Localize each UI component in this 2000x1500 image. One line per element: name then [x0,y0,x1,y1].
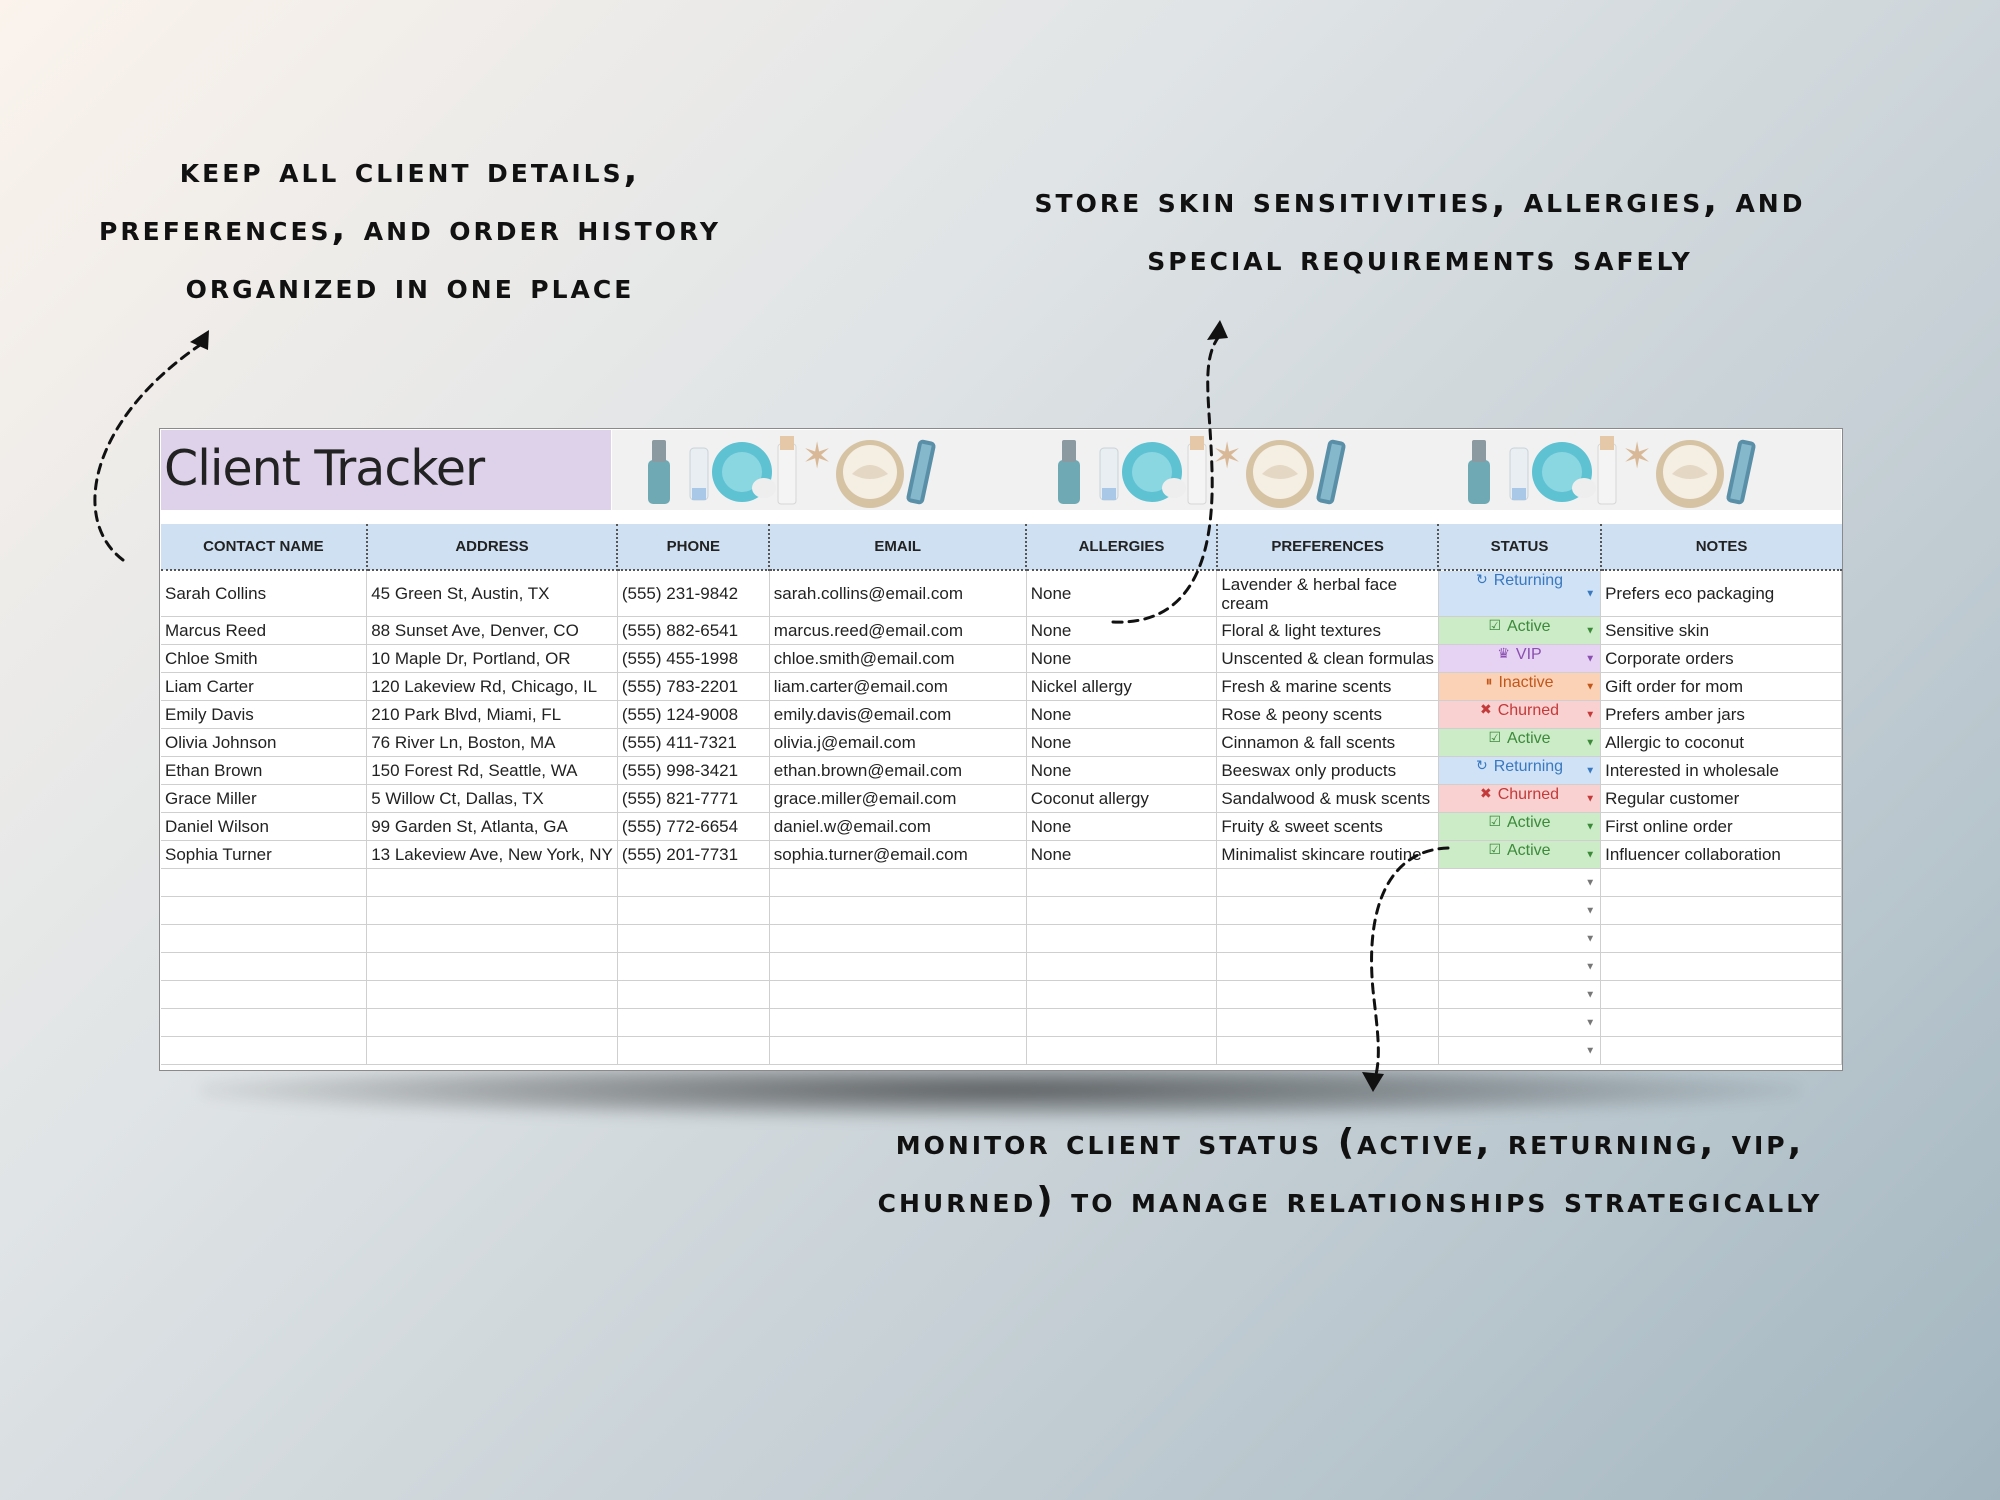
skincare-banner [612,430,1841,510]
skincare-products-illustration [612,430,1841,510]
cell-status[interactable] [1438,785,1600,813]
cell-email[interactable]: chloe.smith@email.com [769,645,1026,673]
status-icon: ☑ [1488,841,1501,857]
dropdown-arrow-icon[interactable]: ▼ [1585,821,1596,832]
empty-cell[interactable] [161,897,367,925]
dropdown-arrow-icon[interactable]: ▼ [1585,625,1596,636]
cell-preferences[interactable]: Beeswax only products [1217,757,1439,785]
empty-cell[interactable] [1217,925,1439,953]
empty-cell[interactable] [1438,1009,1600,1037]
cell-status[interactable] [1438,617,1600,645]
arrowhead-1 [190,330,209,350]
empty-cell[interactable] [769,1037,1026,1065]
empty-cell[interactable] [769,925,1026,953]
empty-cell[interactable] [1026,953,1217,981]
empty-cell[interactable] [769,869,1026,897]
cell-notes[interactable]: Allergic to coconut [1601,729,1842,757]
column-header-preferences[interactable]: PREFERENCES [1217,524,1439,570]
cell-allergies[interactable]: None [1026,570,1217,617]
empty-cell[interactable] [367,1009,618,1037]
cell-address[interactable]: 5 Willow Ct, Dallas, TX [367,785,618,813]
status-icon: ↻ [1475,757,1488,773]
status-badge[interactable] [1439,757,1600,784]
cell-status[interactable] [1438,757,1600,785]
cell-preferences[interactable]: Lavender & herbal face cream [1217,570,1439,617]
table-row [161,729,1842,757]
cell-preferences[interactable]: Sandalwood & musk scents [1217,785,1439,813]
dropdown-arrow-icon[interactable]: ▼ [1585,709,1596,720]
empty-cell[interactable] [1601,1009,1842,1037]
table-row [161,673,1842,701]
table-row [161,785,1842,813]
status-badge[interactable] [1439,729,1600,756]
cell-phone[interactable]: (555) 772-6654 [617,813,769,841]
table-row [161,570,1842,617]
empty-cell[interactable] [769,981,1026,1009]
cell-preferences[interactable]: Floral & light textures [1217,617,1439,645]
dropdown-arrow-icon[interactable]: ▼ [1585,989,1596,1000]
dropdown-arrow-icon[interactable]: ▼ [1585,877,1596,888]
column-header-email[interactable]: EMAIL [769,524,1026,570]
cell-notes[interactable]: Interested in wholesale [1601,757,1842,785]
cell-contact-name[interactable]: Ethan Brown [161,757,367,785]
cell-status[interactable] [1438,673,1600,701]
status-badge[interactable] [1439,645,1600,672]
empty-cell[interactable] [1438,869,1600,897]
status-icon: ☑ [1488,813,1501,829]
status-icon: ⏸ [1485,673,1493,689]
empty-row [161,953,1842,981]
dropdown-arrow-icon[interactable]: ▼ [1585,765,1596,776]
cell-contact-name[interactable]: Olivia Johnson [161,729,367,757]
empty-cell[interactable] [161,869,367,897]
empty-cell[interactable] [1217,897,1439,925]
cell-allergies[interactable]: None [1026,729,1217,757]
status-label: Churned [1497,702,1560,719]
callout-client-details: keep all client details, preferences, and order history organized in one place [99,150,721,307]
empty-cell[interactable] [1601,925,1842,953]
status-label: Active [1507,618,1551,635]
cell-preferences[interactable]: Rose & peony scents [1217,701,1439,729]
header-row [161,524,1842,570]
cell-notes[interactable]: Prefers eco packaging [1601,570,1842,617]
dropdown-arrow-icon[interactable]: ▼ [1585,588,1596,599]
cell-status[interactable] [1438,841,1600,869]
cell-preferences[interactable]: Fresh & marine scents [1217,673,1439,701]
cell-phone[interactable]: (555) 455-1998 [617,645,769,673]
cell-allergies[interactable]: None [1026,645,1217,673]
cell-status[interactable] [1438,813,1600,841]
cell-phone[interactable]: (555) 783-2201 [617,673,769,701]
cell-email[interactable]: emily.davis@email.com [769,701,1026,729]
cell-notes[interactable]: Influencer collaboration [1601,841,1842,869]
cell-address[interactable]: 99 Garden St, Atlanta, GA [367,813,618,841]
table-row [161,645,1842,673]
cell-contact-name[interactable]: Emily Davis [161,701,367,729]
cell-notes[interactable]: Prefers amber jars [1601,701,1842,729]
status-icon: ✖ [1479,785,1492,801]
empty-cell[interactable] [161,925,367,953]
column-header-contact-name[interactable]: CONTACT NAME [161,524,367,570]
table-row [161,841,1842,869]
status-label: Active [1507,730,1551,747]
status-badge[interactable] [1439,701,1600,728]
cell-address[interactable]: 150 Forest Rd, Seattle, WA [367,757,618,785]
empty-cell[interactable] [1438,897,1600,925]
column-header-phone[interactable]: PHONE [617,524,769,570]
cell-phone[interactable]: (555) 201-7731 [617,841,769,869]
dropdown-arrow-icon[interactable]: ▼ [1585,933,1596,944]
callout-allergies: store skin sensitivities, allergies, and special requirements safely [1034,180,1806,279]
empty-cell[interactable] [161,1009,367,1037]
cell-address[interactable]: 120 Lakeview Rd, Chicago, IL [367,673,618,701]
empty-cell[interactable] [161,953,367,981]
column-header-allergies[interactable]: ALLERGIES [1026,524,1217,570]
empty-cell[interactable] [1026,869,1217,897]
empty-cell[interactable] [617,897,769,925]
cell-preferences[interactable]: Minimalist skincare routine [1217,841,1439,869]
cell-phone[interactable]: (555) 231-9842 [617,570,769,617]
dropdown-arrow-icon[interactable]: ▼ [1585,849,1596,860]
empty-row [161,869,1842,897]
empty-cell[interactable] [769,897,1026,925]
cell-allergies[interactable]: Coconut allergy [1026,785,1217,813]
empty-cell[interactable] [367,953,618,981]
status-label: Active [1507,842,1551,859]
cell-allergies[interactable]: Nickel allergy [1026,673,1217,701]
empty-cell[interactable] [617,869,769,897]
empty-cell[interactable] [161,1037,367,1065]
cell-contact-name[interactable]: Daniel Wilson [161,813,367,841]
cell-status[interactable] [1438,729,1600,757]
column-header-status[interactable]: STATUS [1438,524,1600,570]
cell-email[interactable]: marcus.reed@email.com [769,617,1026,645]
arrowhead-2 [1207,320,1228,340]
cell-status[interactable] [1438,570,1600,617]
status-label: Returning [1493,758,1564,775]
cell-contact-name[interactable]: Sarah Collins [161,570,367,617]
empty-cell[interactable] [617,981,769,1009]
cell-contact-name[interactable]: Grace Miller [161,785,367,813]
empty-cell[interactable] [1601,897,1842,925]
dropdown-arrow-icon[interactable]: ▼ [1585,737,1596,748]
empty-cell[interactable] [367,897,618,925]
title-block [161,430,611,510]
status-icon: ☑ [1488,729,1501,745]
dropdown-arrow-icon[interactable]: ▼ [1585,681,1596,692]
cell-allergies[interactable]: None [1026,617,1217,645]
empty-cell[interactable] [1217,869,1439,897]
cell-allergies[interactable]: None [1026,841,1217,869]
table-row [161,813,1842,841]
cell-allergies[interactable]: None [1026,701,1217,729]
status-label: Churned [1497,786,1560,803]
cell-notes[interactable]: Regular customer [1601,785,1842,813]
empty-cell[interactable] [1438,953,1600,981]
cell-address[interactable]: 45 Green St, Austin, TX [367,570,618,617]
empty-cell[interactable] [1438,981,1600,1009]
cell-contact-name[interactable]: Sophia Turner [161,841,367,869]
cell-notes[interactable]: Corporate orders [1601,645,1842,673]
cell-status[interactable] [1438,645,1600,673]
status-label: Inactive [1498,674,1554,691]
status-label: Returning [1493,572,1564,589]
empty-cell[interactable] [1601,953,1842,981]
status-label: Active [1507,814,1551,831]
column-header-address[interactable]: ADDRESS [367,524,618,570]
empty-cell[interactable] [1026,897,1217,925]
empty-cell[interactable] [1217,1037,1439,1065]
empty-row [161,925,1842,953]
cell-phone[interactable]: (555) 821-7771 [617,785,769,813]
cell-notes[interactable]: First online order [1601,813,1842,841]
dropdown-arrow-icon[interactable]: ▼ [1585,961,1596,972]
empty-row [161,1037,1842,1065]
empty-cell[interactable] [1601,1037,1842,1065]
empty-cell[interactable] [1217,953,1439,981]
dropdown-arrow-icon[interactable]: ▼ [1585,1017,1596,1028]
empty-cell[interactable] [1026,1009,1217,1037]
empty-row [161,981,1842,1009]
empty-cell[interactable] [367,869,618,897]
cell-notes[interactable]: Gift order for mom [1601,673,1842,701]
empty-cell[interactable] [617,953,769,981]
table-row [161,701,1842,729]
status-badge[interactable] [1439,785,1600,812]
empty-row [161,1009,1842,1037]
cell-preferences[interactable]: Cinnamon & fall scents [1217,729,1439,757]
cell-contact-name[interactable]: Marcus Reed [161,617,367,645]
cell-email[interactable]: sarah.collins@email.com [769,570,1026,617]
empty-cell[interactable] [367,1037,618,1065]
dropdown-arrow-icon[interactable]: ▼ [1585,653,1596,664]
cell-email[interactable]: grace.miller@email.com [769,785,1026,813]
client-tracker-sheet [159,428,1843,1071]
cell-status[interactable] [1438,701,1600,729]
empty-cell[interactable] [161,981,367,1009]
cell-allergies[interactable]: None [1026,813,1217,841]
cell-notes[interactable]: Sensitive skin [1601,617,1842,645]
cell-email[interactable]: liam.carter@email.com [769,673,1026,701]
status-badge[interactable] [1439,617,1600,644]
table-row [161,757,1842,785]
status-icon: ♛ [1497,645,1510,661]
cell-phone[interactable]: (555) 998-3421 [617,757,769,785]
cell-contact-name[interactable]: Liam Carter [161,673,367,701]
status-badge[interactable] [1439,673,1600,700]
status-badge[interactable] [1439,841,1600,868]
column-header-notes[interactable]: NOTES [1601,524,1842,570]
empty-cell[interactable] [1026,1037,1217,1065]
empty-cell[interactable] [1217,981,1439,1009]
cell-allergies[interactable]: None [1026,757,1217,785]
empty-cell[interactable] [367,925,618,953]
status-badge[interactable] [1439,571,1600,616]
status-icon: ✖ [1479,701,1492,717]
cell-address[interactable]: 13 Lakeview Ave, New York, NY [367,841,618,869]
cell-phone[interactable]: (555) 124-9008 [617,701,769,729]
status-label: VIP [1515,646,1542,663]
cell-preferences[interactable]: Unscented & clean formulas [1217,645,1439,673]
cell-email[interactable]: daniel.w@email.com [769,813,1026,841]
client-table [161,524,1842,1065]
status-badge[interactable] [1439,813,1600,840]
empty-cell[interactable] [769,953,1026,981]
empty-cell[interactable] [367,981,618,1009]
dropdown-arrow-icon[interactable]: ▼ [1585,905,1596,916]
empty-cell[interactable] [1601,981,1842,1009]
cell-email[interactable]: olivia.j@email.com [769,729,1026,757]
empty-cell[interactable] [1026,925,1217,953]
table-row [161,617,1842,645]
sheet-title: Client Tracker [164,440,485,497]
dropdown-arrow-icon[interactable]: ▼ [1585,1045,1596,1056]
dropdown-arrow-icon[interactable]: ▼ [1585,793,1596,804]
cell-address[interactable]: 88 Sunset Ave, Denver, CO [367,617,618,645]
empty-cell[interactable] [769,1009,1026,1037]
status-icon: ↻ [1475,571,1488,587]
callout-status: monitor client status (active, returning, vip, churned) to manage relationships strategically [877,1122,1823,1221]
empty-cell[interactable] [1438,1037,1600,1065]
empty-cell[interactable] [1438,925,1600,953]
cell-email[interactable]: ethan.brown@email.com [769,757,1026,785]
empty-cell[interactable] [1217,1009,1439,1037]
empty-row [161,897,1842,925]
empty-cell[interactable] [617,1009,769,1037]
empty-cell[interactable] [1601,869,1842,897]
empty-cell[interactable] [617,1037,769,1065]
cell-contact-name[interactable]: Chloe Smith [161,645,367,673]
cell-preferences[interactable]: Fruity & sweet scents [1217,813,1439,841]
status-icon: ☑ [1488,617,1501,633]
client-rows [161,570,1842,1065]
cell-phone[interactable]: (555) 882-6541 [617,617,769,645]
cell-address[interactable]: 76 River Ln, Boston, MA [367,729,618,757]
empty-cell[interactable] [1026,981,1217,1009]
cell-address[interactable]: 10 Maple Dr, Portland, OR [367,645,618,673]
cell-phone[interactable]: (555) 411-7321 [617,729,769,757]
cell-address[interactable]: 210 Park Blvd, Miami, FL [367,701,618,729]
empty-cell[interactable] [617,925,769,953]
cell-email[interactable]: sophia.turner@email.com [769,841,1026,869]
